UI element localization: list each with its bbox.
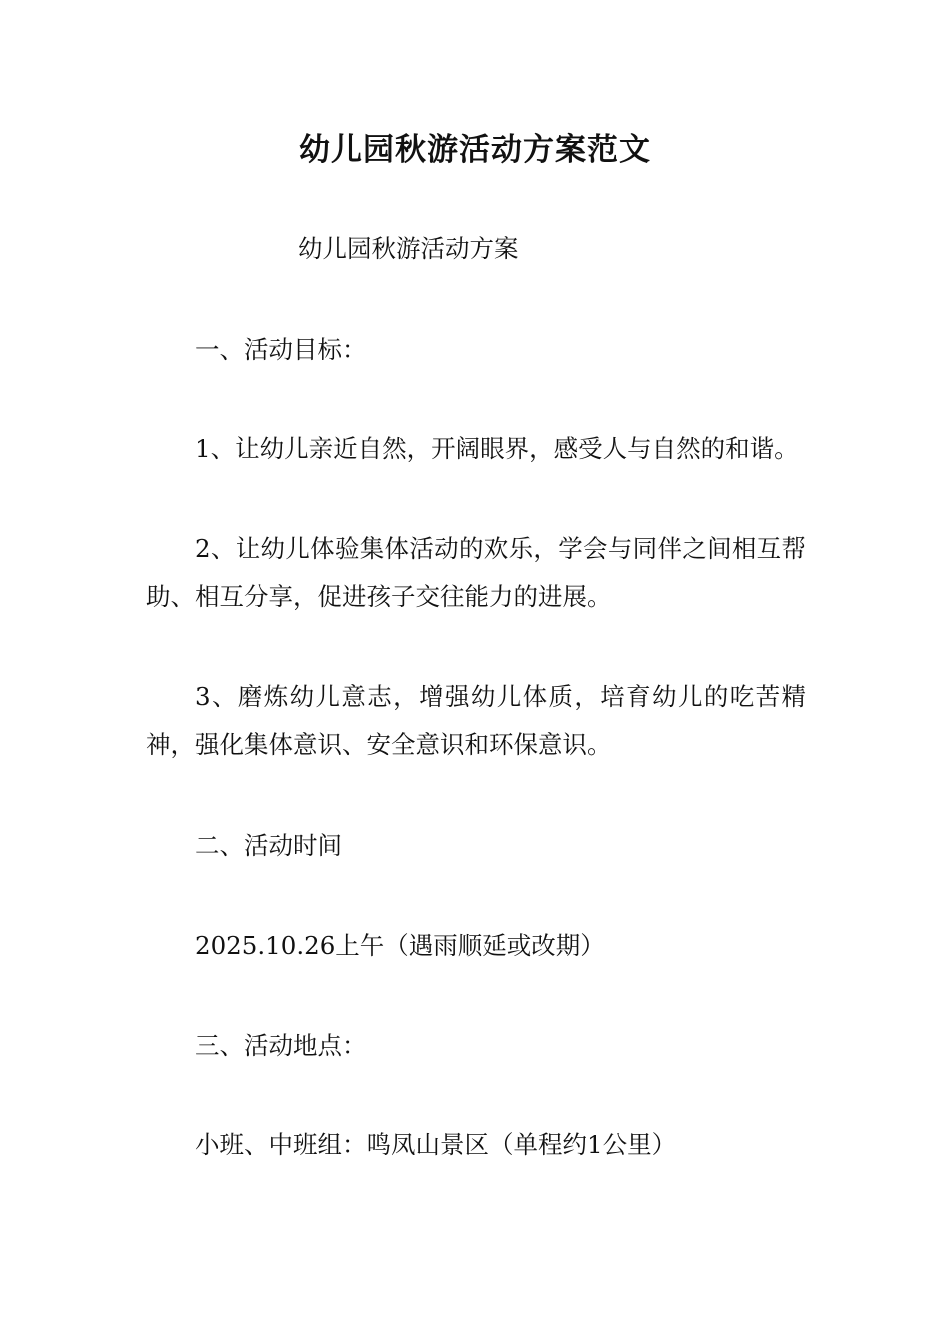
time-content: 2025.10.26上午（遇雨顺延或改期） (195, 931, 605, 960)
location-content: 小班、中班组：鸣凤山景区（单程约1公里） (195, 1130, 677, 1159)
time-heading: 二、活动时间 (195, 831, 342, 860)
document-title: 幼儿园秋游活动方案范文 (299, 132, 651, 168)
goals-heading: 一、活动目标： (195, 335, 367, 364)
goal-item-3: 3、磨炼幼儿意志，增强幼儿体质，培育幼儿的吃苦精神，强化集体意识、安全意识和环保意识。 (146, 682, 806, 759)
goal-item-2: 2、让幼儿体验集体活动的欢乐，学会与同伴之间相互帮助、相互分享，促进孩子交往能力的进展。 (146, 534, 806, 611)
location-heading: 三、活动地点： (195, 1031, 367, 1060)
goal-item-1: 1、让幼儿亲近自然，开阔眼界，感受人与自然的和谐。 (195, 434, 799, 463)
document-subtitle: 幼儿园秋游活动方案 (298, 234, 519, 263)
